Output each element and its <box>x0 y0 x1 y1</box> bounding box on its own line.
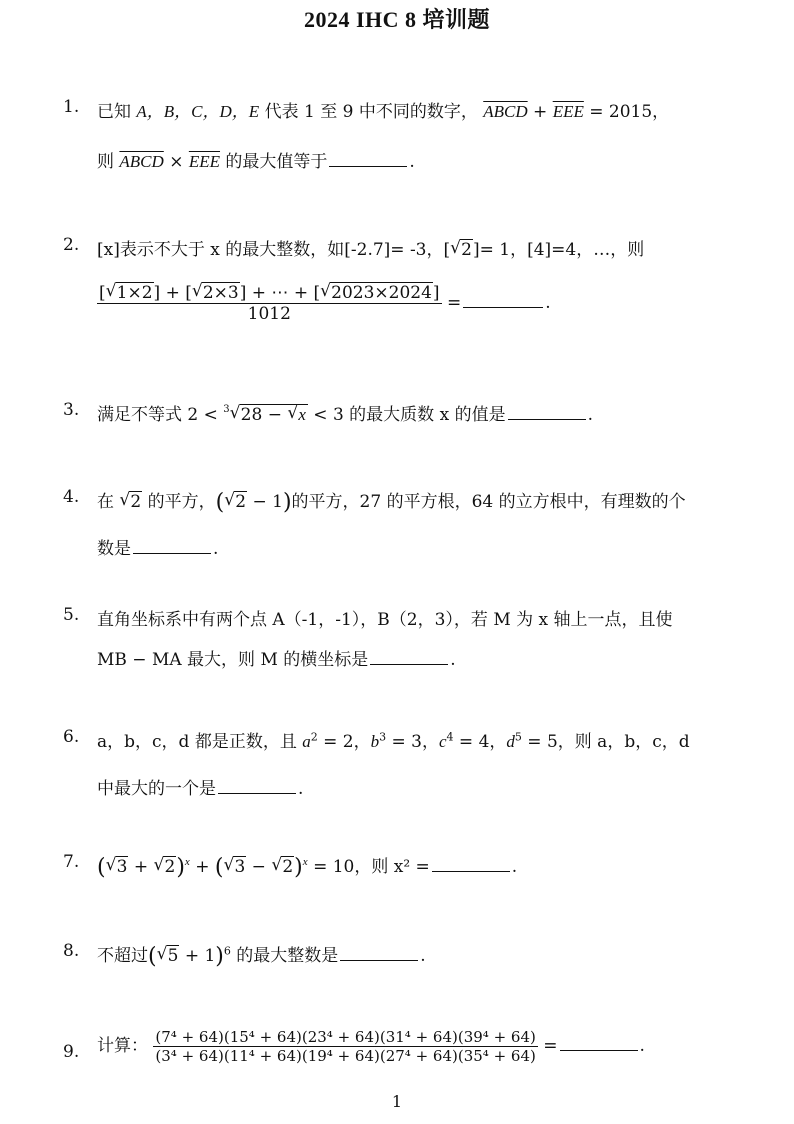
question-line: ( √ 3 + √ 2)$^x$ + ( √ 3 − √ 2)$^x$ = 10，则 x² = . <box>97 855 518 880</box>
question-line: 满足不等式 2 < $^3$ √ 28 − √ x < 3 的最大质数 x 的值是 . <box>97 403 593 425</box>
answer-blank[interactable] <box>340 945 418 961</box>
question-line-2: [ √ 1×2] + [ √ 2×3] + ⋯ + [ √ 2023×2024] 1012 = . <box>99 281 551 324</box>
answer-blank[interactable] <box>329 151 407 167</box>
question-line: 已知 A，B，C，D，E 代表 1 至 9 中不同的数字， ABCD + $\overline{EEE} = 2015$， <box>97 102 670 122</box>
page-number: 1 <box>391 1092 403 1111</box>
question-number: 5. <box>63 605 80 625</box>
question-line: 直角坐标系中有两个点 A（-1，-1），B（2，3），若 M 为 x 轴上一点，且使 <box>97 610 673 630</box>
question-line-2: 数是 . <box>97 539 219 559</box>
question-line: 在 √ 2 的平方，( √ 2 − 1)的平方，27 的平方根，64 的立方根中，有理数的个 <box>97 490 686 515</box>
question-line: [x]表示不大于 x 的最大整数，如[-2.7]= -3，[ √ 2]= 1，[4]=4，…，则 <box>97 238 645 260</box>
question-number: 3. <box>63 400 80 420</box>
answer-blank[interactable] <box>133 538 211 554</box>
answer-blank[interactable] <box>432 856 510 872</box>
question-line: 计算： $\frac{\text{(7⁴ + 64)(15⁴ + 64)(23⁴ + 64)(31⁴ + 64)(39⁴ + 64)}}{\text{(3⁴ + 64)(11⁴ + 64)(19⁴ + 64)(27⁴ + 64)(35⁴ + 64)}}$ = . <box>97 1028 645 1065</box>
question-line-2: MB − MA 最大，则 M 的横坐标是 . <box>97 650 456 670</box>
answer-blank[interactable] <box>508 404 586 420</box>
page-title: 2024 IHC 8 培训题 <box>303 7 491 32</box>
answer-blank[interactable] <box>463 292 543 308</box>
question-number: 2. <box>63 235 80 255</box>
question-number: 9. <box>63 1042 80 1062</box>
question-line: a，b，c，d 都是正数，且 $a^2 = 2$，$b^3 = 3$，$c^4 = 4$，$d^5 = 5$，则 a，b，c，d <box>97 730 690 752</box>
fraction: [ √ 1×2] + [ √ 2×3] + ⋯ + [ √ 2023×2024] 1012 <box>99 281 440 324</box>
question-number: 8. <box>63 941 80 961</box>
question-number: 7. <box>63 852 80 872</box>
question-number: 6. <box>63 727 80 747</box>
question-number: 4. <box>63 487 80 507</box>
question-line-2: 中最大的一个是 . <box>97 779 304 799</box>
answer-blank[interactable] <box>560 1035 638 1051</box>
fraction: $\frac{\text{(7⁴ + 64)(15⁴ + 64)(23⁴ + 64)(31⁴ + 64)(39⁴ + 64)}}{\text{(3⁴ + 64)(11⁴ + 64)(19⁴ + 64)(27⁴ + 64)(35⁴ + 64)}}$ <box>155 1028 536 1065</box>
answer-blank[interactable] <box>218 778 296 794</box>
question-line: 不超过( √ 5 + 1)$^6$ 的最大整数是 . <box>97 944 426 969</box>
answer-blank[interactable] <box>370 649 448 665</box>
question-number: 1. <box>63 97 80 117</box>
question-line-2: 则 ABCD × $\overline{EEE}$ 的最大值等于 . <box>97 152 415 172</box>
